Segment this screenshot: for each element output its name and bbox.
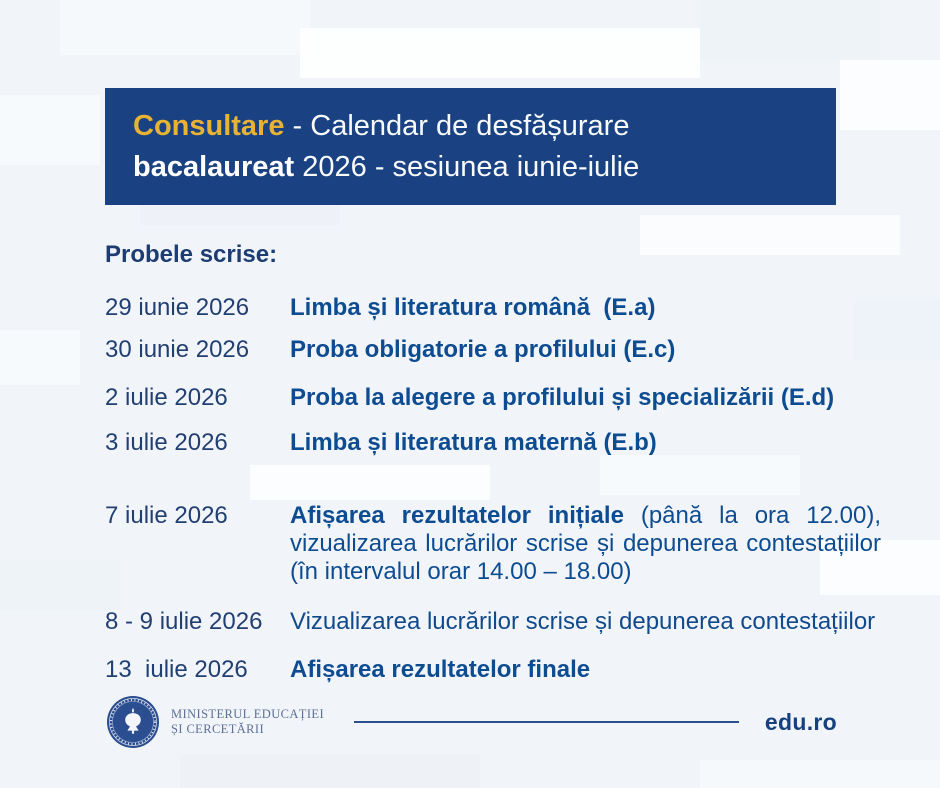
schedule-row — [105, 656, 881, 684]
banner-line1-rest: - Calendar de desfășurare — [284, 109, 630, 142]
schedule-event — [290, 656, 881, 684]
schedule-event-bold-text: Afișarea rezultatelor inițiale — [290, 502, 624, 529]
banner-highlight: Consultare — [133, 109, 285, 142]
schedule-event-bold-text: Proba obligatorie a profilului (E.c) — [290, 336, 676, 363]
banner-line2-rest: 2026 - sesiunea iunie-iulie — [294, 150, 640, 183]
schedule-date: 3 iulie 2026 — [105, 429, 228, 456]
schedule-event — [290, 384, 881, 412]
schedule-row — [105, 384, 881, 412]
schedule-date: 2 iulie 2026 — [105, 384, 228, 411]
government-seal-logo — [105, 694, 161, 750]
schedule-event — [290, 608, 881, 636]
schedule-event-bold-text: Limba și literatura maternă (E.b) — [290, 429, 657, 456]
title-banner — [105, 88, 836, 205]
banner-line2-bold: bacalaureat — [133, 150, 295, 183]
schedule-date: 29 iunie 2026 — [105, 294, 250, 321]
schedule-date: 8 - 9 iulie 2026 — [105, 608, 263, 635]
schedule-date: 30 iunie 2026 — [105, 336, 250, 363]
schedule — [105, 294, 881, 684]
section-heading: Probele scrise: — [105, 241, 278, 268]
edu-ro-label: edu.ro — [764, 708, 837, 735]
schedule-row — [105, 502, 881, 586]
schedule-row — [105, 294, 881, 322]
footer — [105, 694, 837, 750]
banner-line-2 — [133, 147, 836, 188]
ministry-name-line-2: ȘI CERCETĂRII — [171, 722, 265, 736]
schedule-event — [290, 429, 881, 457]
schedule-row — [105, 608, 881, 636]
footer-divider-line — [354, 721, 739, 723]
ministry-name-line-1: MINISTERUL EDUCAȚIEI — [171, 707, 325, 721]
schedule-date: 7 iulie 2026 — [105, 502, 228, 529]
banner-line-1 — [133, 106, 836, 147]
schedule-event-normal-text: (până la ora 12.00), vizualizarea lucrărilor scrise și depunerea contestațiilor (în intervalul orar 14.00 – 18.00) — [290, 502, 881, 585]
schedule-event — [290, 336, 881, 364]
ministry-name — [171, 707, 324, 737]
schedule-date: 13 iulie 2026 — [105, 656, 248, 683]
schedule-event-bold-text: Afișarea rezultatelor finale — [290, 656, 591, 683]
schedule-event-bold-text: Proba la alegere a profilului și specializării (E.d) — [290, 384, 835, 411]
schedule-event — [290, 294, 881, 322]
schedule-event-bold-text: Limba și literatura română (E.a) — [290, 294, 656, 321]
schedule-event — [290, 502, 881, 586]
schedule-row — [105, 336, 881, 364]
schedule-row — [105, 429, 881, 457]
schedule-event-normal-text: Vizualizarea lucrărilor scrise și depunerea contestațiilor — [290, 608, 876, 635]
